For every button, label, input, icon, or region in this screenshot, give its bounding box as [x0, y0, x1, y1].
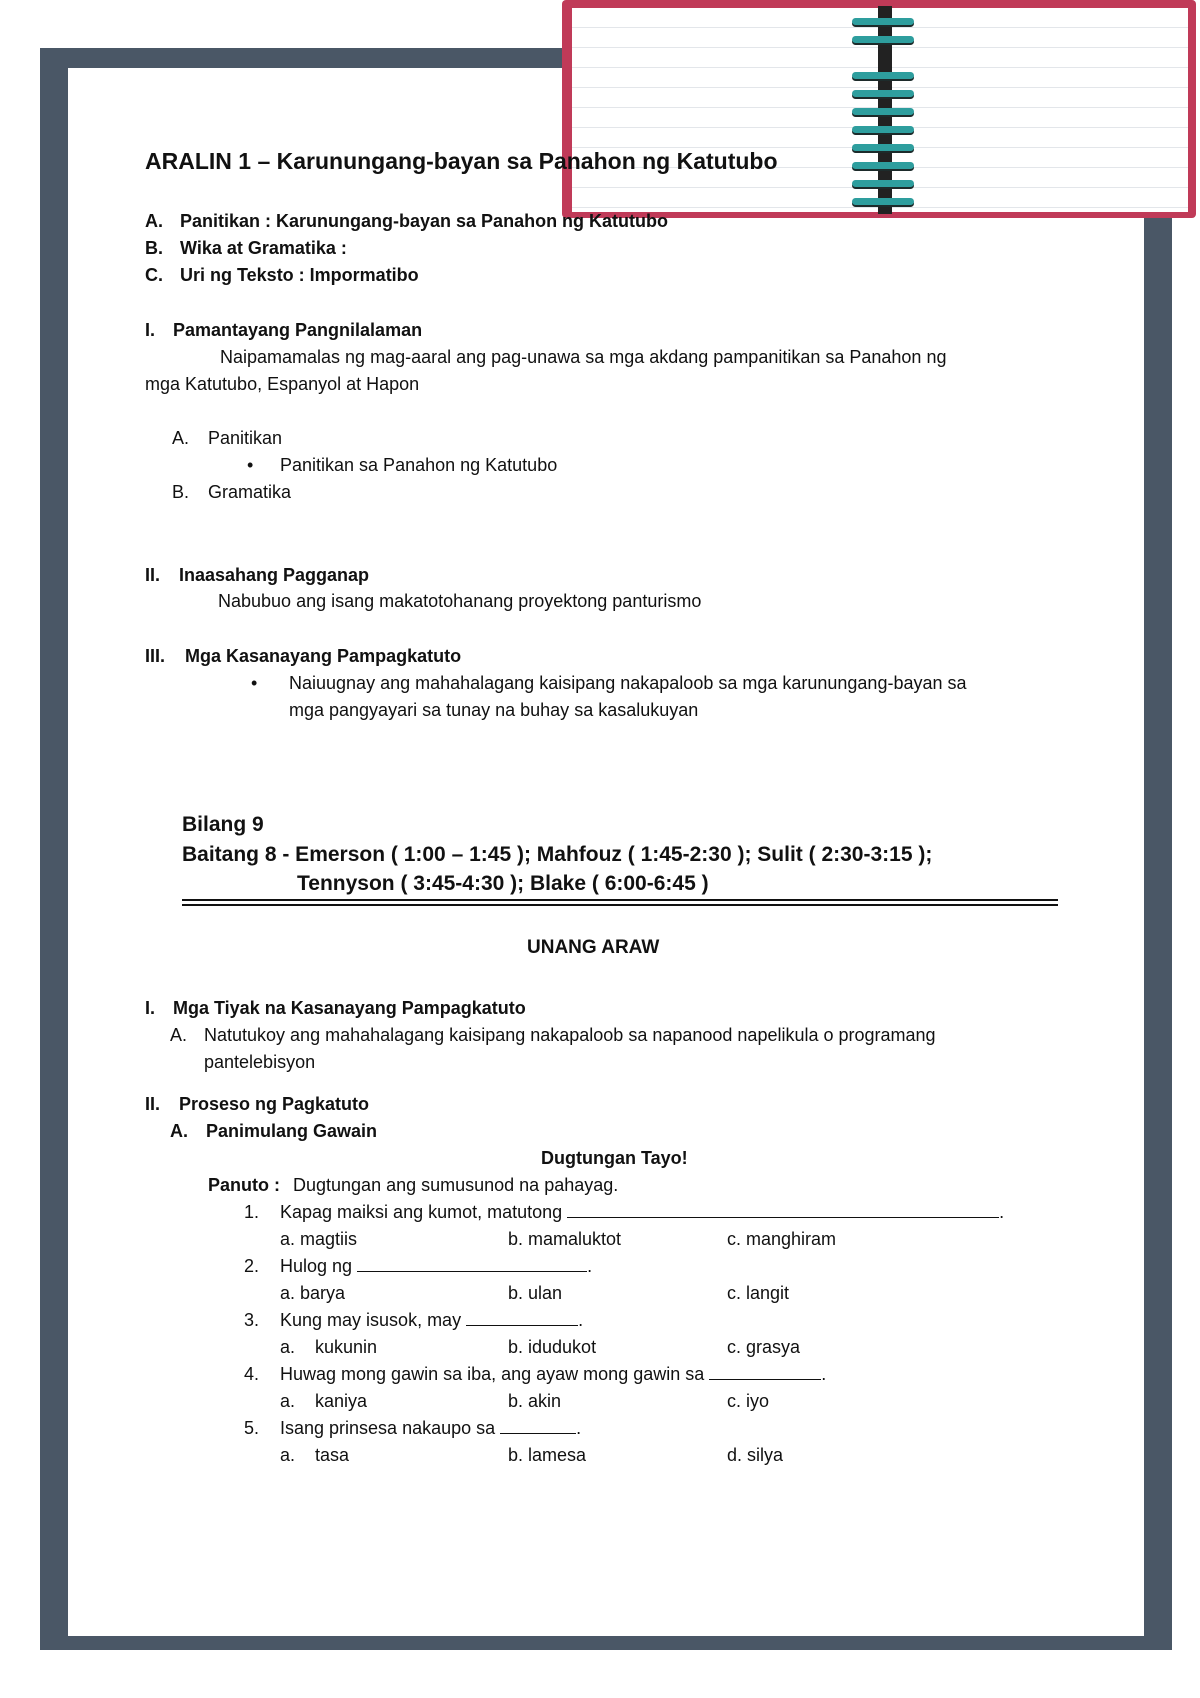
choice: a. magtiis: [280, 1229, 358, 1249]
section-text: Nabubuo ang isang makatotohanang proyektong panturismo: [218, 591, 702, 611]
lesson-item-text: Wika at Gramatika :: [180, 238, 347, 258]
sub-item-marker: B.: [172, 482, 190, 502]
question-stem: Kung may isusok, may .: [280, 1310, 584, 1330]
bullet-icon: •: [251, 673, 258, 693]
section-marker: II.: [145, 565, 161, 585]
answer-blank[interactable]: [466, 1309, 578, 1326]
notebook-illustration: [562, 0, 1196, 218]
question-number: 4.: [244, 1364, 260, 1384]
lesson-title: ARALIN 1 – Karunungang-bayan sa Panahon ng Katutubo: [145, 148, 778, 174]
sub-item-text: Panitikan: [208, 428, 283, 448]
question-number: 3.: [244, 1310, 260, 1330]
schedule-line: Baitang 8 - Emerson ( 1:00 – 1:45 ); Mahfouz ( 1:45-2:30 ); Sulit ( 2:30-3:15 );: [182, 843, 933, 866]
activity-title: Dugtungan Tayo!: [541, 1148, 688, 1168]
section-heading: Proseso ng Pagkatuto: [179, 1094, 370, 1114]
sub-item-marker: A.: [172, 428, 190, 448]
question-stem: Hulog ng .: [280, 1256, 593, 1276]
notebook-ring: [852, 180, 914, 187]
lesson-item-marker: C.: [145, 265, 163, 285]
choice: b. idudukot: [508, 1337, 597, 1357]
instruction-label: Panuto :: [208, 1175, 280, 1195]
notebook-ring: [852, 162, 914, 169]
section-marker: I.: [145, 998, 156, 1018]
choice: a. kukunin: [280, 1337, 378, 1357]
notebook-right-page: [888, 8, 1188, 212]
answer-blank[interactable]: [567, 1201, 999, 1218]
question-stem: Huwag mong gawin sa iba, ang ayaw mong gawin sa .: [280, 1364, 827, 1384]
choice: a. barya: [280, 1283, 346, 1303]
bullet-text: Naiuugnay ang mahahalagang kaisipang nakapaloob sa mga karunungang-bayan sa: [289, 673, 967, 693]
choice: c. iyo: [727, 1391, 770, 1411]
notebook-ring: [852, 36, 914, 43]
choice: b. mamaluktot: [508, 1229, 622, 1249]
lesson-item-text: Panitikan : Karunungang-bayan sa Panahon ng Katutubo: [180, 211, 669, 231]
bullet-text: Panitikan sa Panahon ng Katutubo: [280, 455, 558, 475]
choice: c. manghiram: [727, 1229, 837, 1249]
question-stem: Isang prinsesa nakaupo sa .: [280, 1418, 582, 1438]
notebook-ring: [852, 72, 914, 79]
notebook-ring: [852, 18, 914, 25]
notebook-ring: [852, 198, 914, 205]
sub-item-text: Gramatika: [208, 482, 292, 502]
bullet-icon: •: [247, 455, 254, 475]
paragraph-line: Naipamamalas ng mag-aaral ang pag-unawa sa mga akdang pampanitikan sa Panahon ng: [220, 347, 947, 367]
choice: a. kaniya: [280, 1391, 368, 1411]
double-rule: [182, 904, 1058, 906]
sub-item-marker: A.: [170, 1025, 188, 1045]
choice: b. ulan: [508, 1283, 563, 1303]
choice: c. grasya: [727, 1337, 801, 1357]
notebook-ring: [852, 90, 914, 97]
notebook-left-page: [572, 8, 882, 212]
section-marker: I.: [145, 320, 156, 340]
question-number: 2.: [244, 1256, 260, 1276]
notebook-ring: [852, 144, 914, 151]
section-heading: Mga Kasanayang Pampagkatuto: [185, 646, 462, 666]
choice: c. langit: [727, 1283, 790, 1303]
activity-heading: Panimulang Gawain: [206, 1121, 378, 1141]
section-heading: Pamantayang Pangnilalaman: [173, 320, 423, 340]
lesson-item-text: Uri ng Teksto : Impormatibo: [180, 265, 419, 285]
answer-blank[interactable]: [500, 1417, 576, 1434]
section-heading: Inaasahang Pagganap: [179, 565, 370, 585]
schedule-line: Tennyson ( 3:45-4:30 ); Blake ( 6:00-6:45 ): [297, 872, 709, 895]
section-heading: Mga Tiyak na Kasanayang Pampagkatuto: [173, 998, 526, 1018]
objective-line: Natutukoy ang mahahalagang kaisipang nakapaloob sa napanood napelikula o programang: [204, 1025, 936, 1045]
choice: b. lamesa: [508, 1445, 587, 1465]
question-number: 5.: [244, 1418, 260, 1438]
question-number: 1.: [244, 1202, 260, 1222]
objective-line: pantelebisyon: [204, 1052, 316, 1072]
instruction-text: Dugtungan ang sumusunod na pahayag.: [293, 1175, 619, 1195]
notebook-ring: [852, 108, 914, 115]
answer-blank[interactable]: [357, 1255, 587, 1272]
lesson-item-marker: A.: [145, 211, 163, 231]
day-title: UNANG ARAW: [527, 937, 660, 958]
section-marker: III.: [145, 646, 166, 666]
double-rule: [182, 899, 1058, 901]
question-stem: Kapag maiksi ang kumot, matutong .: [280, 1202, 1005, 1222]
section-marker: II.: [145, 1094, 161, 1114]
choice: a. tasa: [280, 1445, 350, 1465]
paragraph-line: mga Katutubo, Espanyol at Hapon: [145, 374, 420, 394]
answer-blank[interactable]: [709, 1363, 821, 1380]
choice: d. silya: [727, 1445, 784, 1465]
bullet-text: mga pangyayari sa tunay na buhay sa kasalukuyan: [289, 700, 699, 720]
lesson-item-marker: B.: [145, 238, 163, 258]
choice: b. akin: [508, 1391, 562, 1411]
sub-item-marker: A.: [170, 1121, 188, 1141]
notebook-ring: [852, 126, 914, 133]
bilang-heading: Bilang 9: [182, 813, 264, 836]
